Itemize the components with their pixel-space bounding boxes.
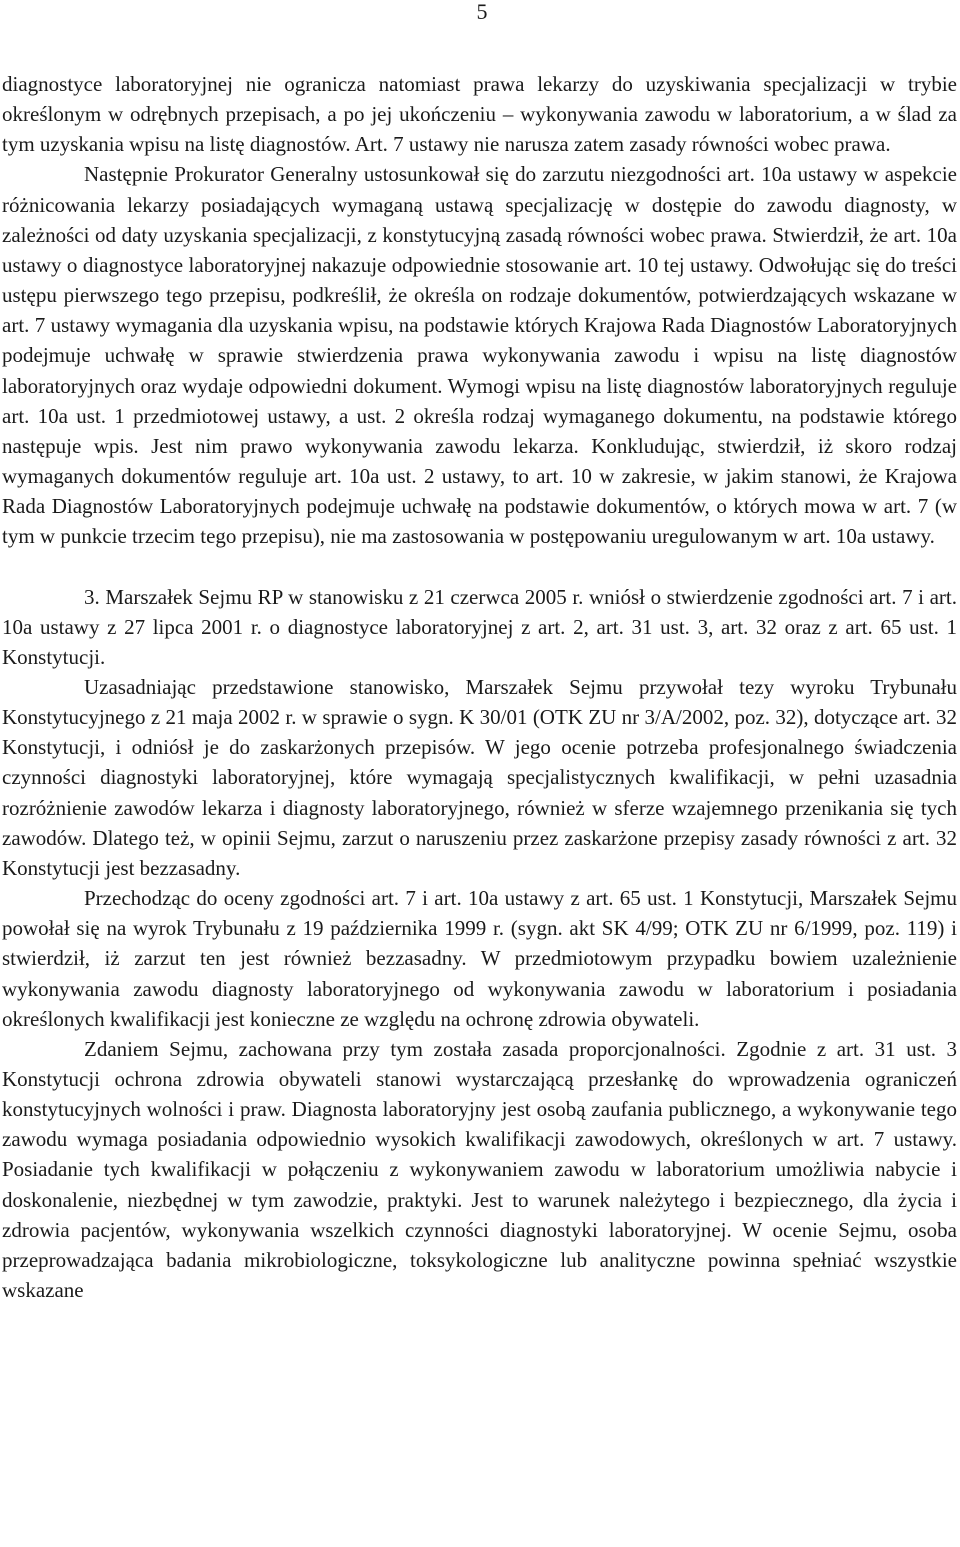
document-body — [2, 69, 957, 1305]
paragraph: Następnie Prokurator Generalny ustosunkował się do zarzutu niezgodności art. 10a ustawy w aspekcie różnicowania lekarzy posiadających wymaganą ustawą specjalizację w dostępie do zawodu diagnosty, w zależności od daty uzyskania specjalizacji, z konstytucyjną zasadą równości wobec prawa. Stwierdził, że art. 10a ustawy o diagnostyce laboratoryjnej nakazuje odpowiednie stosowanie art. 10 tej ustawy. Odwołując się do treści ustępu pierwszego tego przepisu, podkreślił, że określa on rodzaje dokumentów, potwierdzających wskazane w art. 7 ustawy wymagania dla uzyskania wpisu, na podstawie których Krajowa Rada Diagnostów Laboratoryjnych podejmuje uchwałę w sprawie stwierdzenia prawa wykonywania zawodu i wpisu na listę diagnostów laboratoryjnych oraz wydaje odpowiedni dokument. Wymogi wpisu na listę diagnostów laboratoryjnych reguluje art. 10a ust. 1 przedmiotowej ustawy, a ust. 2 określa rodzaj wymaganego dokumentu, na podstawie którego następuje wpis. Jest nim prawo wykonywania zawodu lekarza. Konkludując, stwierdził, iż skoro rodzaj wymaganych dokumentów reguluje art. 10a ust. 2 ustawy, to art. 10 w zakresie, w jakim stanowi, że Krajowa Rada Diagnostów Laboratoryjnych podejmuje uchwałę na podstawie dokumentów, o których mowa w art. 7 (w tym w punkcie trzecim tego przepisu), nie ma zastosowania w postępowaniu uregulowanym w art. 10a ustawy. — [2, 162, 957, 549]
paragraph: diagnostyce laboratoryjnej nie ogranicza natomiast prawa lekarzy do uzyskiwania specjalizacji w trybie określonym w odrębnych przepisach, a po jej ukończeniu – wykonywania zawodu w laboratorium, a w ślad za tym uzyskania wpisu na listę diagnostów. Art. 7 ustawy nie narusza zatem zasady równości wobec prawa. — [2, 72, 957, 157]
paragraph: Uzasadniając przedstawione stanowisko, Marszałek Sejmu przywołał tezy wyroku Trybunału Konstytucyjnego z 21 maja 2002 r. w sprawie o sygn. K 30/01 (OTK ZU nr 3/A/2002, poz. 32), dotyczące art. 32 Konstytucji, i odniósł je do zaskarżonych przepisów. W jego ocenie potrzeba profesjonalnego świadczenia czynności diagnostyki laboratoryjnej, które wymagają specjalistycznych kwalifikacji, w pełni uzasadnia rozróżnienie zawodów lekarza i diagnosty laboratoryjnego, również w sferze wzajemnego przenikania się tych zawodów. Dlatego też, w opinii Sejmu, zarzut o naruszeniu przez zaskarżone przepisy zasady równości z art. 32 Konstytucji jest bezzasadny. — [2, 674, 957, 880]
paragraph: Przechodząc do oceny zgodności art. 7 i art. 10a ustawy z art. 65 ust. 1 Konstytucji, Marszałek Sejmu powołał się na wyrok Trybunału z 19 października 1999 r. (sygn. akt SK 4/99; OTK ZU nr 6/1999, poz. 119) i stwierdził, iż zarzut ten jest również bezzasadny. W przedmiotowym przypadku bowiem uzależnienie wykonywania zawodu diagnosty laboratoryjnego od wykonywania zawodu w laboratorium i posiadania określonych kwalifikacji jest konieczne ze względu na ochronę zdrowia obywateli. — [2, 886, 957, 1031]
paragraph: Zdaniem Sejmu, zachowana przy tym została zasada proporcjonalności. Zgodnie z art. 31 ust. 3 Konstytucji ochrona zdrowia obywateli stanowi wystarczającą przesłankę do wprowadzenia ograniczeń konstytucyjnych wolności i praw. Diagnosta laboratoryjny jest osobą zaufania publicznego, a wykonywanie tego zawodu wymaga posiadania odpowiednio wysokich kwalifikacji zawodowych, określonych w art. 7 ustawy. Posiadanie tych kwalifikacji w połączeniu z wykonywaniem zawodu w laboratorium umożliwia nabycie i doskonalenie, niezbędnej w tym zawodzie, praktyki. Jest to warunek należytego i bezpiecznego, dla życia i zdrowia pacjentów, wykonywania wszelkich czynności diagnostyki laboratoryjnej. W ocenie Sejmu, osoba przeprowadzająca badania mikrobiologiczne, toksykologiczne lub analityczne powinna spełniać wszystkie wskazane — [2, 1036, 957, 1303]
page-number: 5 — [476, 0, 488, 24]
paragraph: 3. Marszałek Sejmu RP w stanowisku z 21 czerwca 2005 r. wniósł o stwierdzenie zgodności art. 7 i art. 10a ustawy z 27 lipca 2001 r. o diagnostyce laboratoryjnej z art. 2, art. 31 ust. 3, art. 32 oraz z art. 65 ust. 1 Konstytucji. — [2, 584, 957, 669]
